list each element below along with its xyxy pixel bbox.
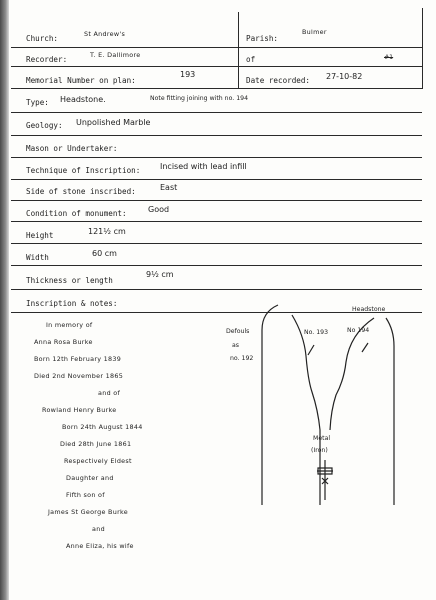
inscription-line: James St George Burke (48, 508, 129, 516)
date-value: 27-10-82 (326, 72, 363, 81)
parish-label: Parish: (246, 34, 279, 43)
inscription-line: Anne Eliza, his wife (66, 542, 134, 550)
width-value: 60 cm (92, 249, 117, 258)
geology-label: Geology: (26, 121, 63, 130)
of-label: of (246, 55, 256, 64)
inscription-line: Respectively Eldest (64, 457, 132, 465)
inscription-line: Rowland Henry Burke (42, 406, 117, 414)
sketch-no194-label: No 194 (347, 327, 370, 334)
sketch-as-label: as (232, 342, 240, 349)
sketch-no193-label: No. 193 (304, 329, 329, 336)
sketch-metal-label: Metal (313, 435, 331, 442)
geology-value: Unpolished Marble (76, 118, 151, 127)
of-value: #1 (384, 54, 394, 61)
height-value: 121½ cm (88, 227, 126, 236)
type-label: Type: (26, 98, 49, 107)
church-label: Church: (26, 34, 59, 43)
left-slope-outline (292, 315, 320, 505)
inscription-line: Daughter and (66, 474, 114, 482)
parish-value: Bulmer (302, 28, 327, 36)
inscription-line: and of (98, 389, 121, 397)
left-outline (262, 305, 278, 505)
inscription-line: Born 24th August 1844 (62, 423, 143, 431)
sketch-headstone-label: Headstone (352, 306, 386, 313)
thickness-value: 9½ cm (146, 270, 174, 279)
memorial-value: 193 (180, 70, 196, 79)
height-label: Height (26, 231, 54, 240)
sketch-no192-label: no. 192 (230, 355, 254, 362)
inscription-line: Died 2nd November 1865 (34, 372, 124, 380)
right-outline (386, 318, 394, 505)
mason-label: Mason or Undertaker: (26, 144, 118, 153)
inscription-line: and (92, 525, 105, 533)
date-label: Date recorded: (246, 76, 311, 85)
type-value: Headstone. (60, 95, 106, 104)
side-label: Side of stone inscribed: (26, 187, 136, 196)
thickness-label: Thickness or length (26, 276, 113, 285)
type-note: Note fitting joining with no. 194 (150, 95, 249, 102)
inscription-line: Anna Rosa Burke (34, 338, 93, 346)
recorder-label: Recorder: (26, 55, 68, 64)
inscription-line: In memory of (46, 321, 93, 329)
inscription-line: Died 28th June 1861 (60, 440, 132, 448)
side-value: East (160, 183, 178, 192)
inscription-label: Inscription & notes: (26, 299, 118, 308)
memorial-label: Memorial Number on plan: (26, 76, 136, 85)
condition-value: Good (148, 205, 170, 214)
church-value: St Andrew's (84, 30, 126, 38)
sketch-defouls-label: Defouls (226, 328, 250, 335)
inscription-line: Born 12th February 1839 (34, 355, 122, 363)
width-label: Width (26, 253, 49, 262)
recorder-value: T. E. Dallimore (90, 51, 141, 59)
inscription-line: Fifth son of (66, 491, 105, 499)
technique-label: Technique of Inscription: (26, 166, 141, 175)
right-slope-outline (330, 318, 374, 430)
technique-value: Incised with lead infill (160, 162, 247, 171)
sketch-iron-label: (Iron) (311, 447, 328, 454)
pointer-marks (308, 343, 368, 355)
condition-label: Condition of monument: (26, 209, 127, 218)
